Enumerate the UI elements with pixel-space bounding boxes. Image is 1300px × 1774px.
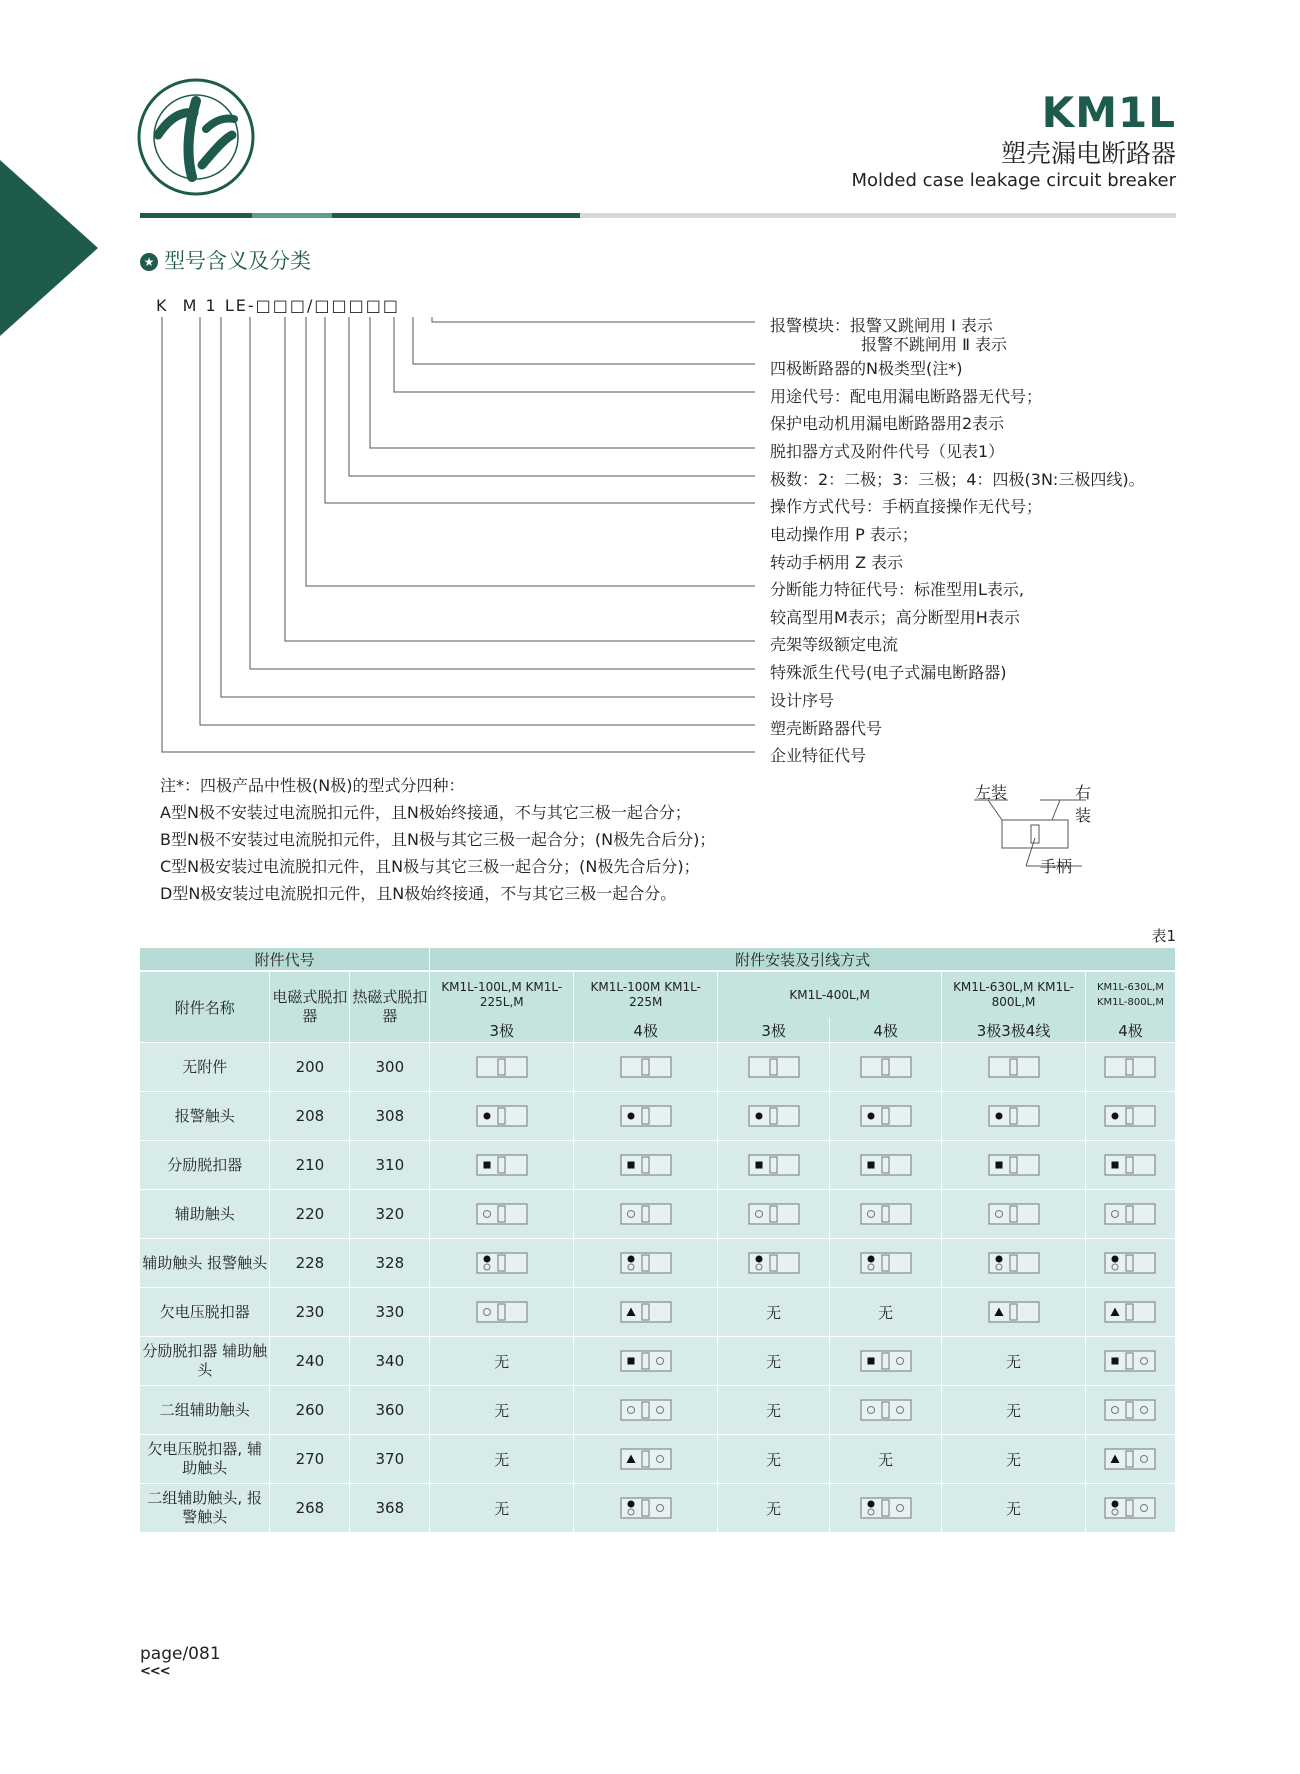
accessory-symbol-icon xyxy=(830,1386,942,1435)
header-model-group-3: KM1L-400L,M xyxy=(718,971,942,1018)
accessory-symbol-icon xyxy=(430,1141,574,1190)
header-pole: 4极 xyxy=(574,1018,718,1043)
thermomagnetic-code: 340 xyxy=(350,1337,430,1386)
electromagnetic-code: 228 xyxy=(270,1239,350,1288)
accessory-symbol-icon xyxy=(718,1239,830,1288)
electromagnetic-code: 220 xyxy=(270,1190,350,1239)
accessory-symbol-icon xyxy=(430,1092,574,1141)
accessory-name: 辅助触头 xyxy=(140,1190,270,1239)
not-available: 无 xyxy=(718,1435,830,1484)
not-available: 无 xyxy=(830,1435,942,1484)
accessory-symbol-icon xyxy=(942,1141,1086,1190)
accessory-symbol-icon xyxy=(574,1043,718,1092)
electromagnetic-code: 268 xyxy=(270,1484,350,1533)
thermomagnetic-code: 328 xyxy=(350,1239,430,1288)
accessory-symbol-icon xyxy=(1085,1288,1175,1337)
not-available: 无 xyxy=(430,1337,574,1386)
table-header-row xyxy=(140,971,1176,1018)
thermomagnetic-code: 300 xyxy=(350,1043,430,1092)
header-model-group-1: KM1L-100L,M KM1L-225L,M xyxy=(430,971,574,1018)
desc-breaking-capacity-2: 较高型用M表示；高分断型用H表示 xyxy=(770,608,1020,627)
header-pole: 3极3极4线 xyxy=(942,1018,1086,1043)
not-available: 无 xyxy=(430,1386,574,1435)
accessory-symbol-icon xyxy=(1085,1484,1175,1533)
header-pole: 4极 xyxy=(1085,1018,1175,1043)
not-available: 无 xyxy=(942,1435,1086,1484)
accessory-table xyxy=(140,948,1176,1532)
product-title-en: Molded case leakage circuit breaker xyxy=(851,170,1176,191)
accessory-symbol-icon xyxy=(830,1239,942,1288)
section-title-text: 型号含义及分类 xyxy=(164,249,311,273)
star-icon: ★ xyxy=(140,253,158,271)
note-line: A型N极不安装过电流脱扣元件，且N极始终接通，不与其它三极一起合分； xyxy=(160,803,691,822)
accessory-symbol-icon xyxy=(830,1141,942,1190)
accessory-symbol-icon xyxy=(574,1484,718,1533)
desc-usage-code: 用途代号：配电用漏电断路器无代号； xyxy=(770,387,1043,406)
accessory-symbol-icon xyxy=(830,1337,942,1386)
table-row xyxy=(140,1386,1176,1435)
not-available: 无 xyxy=(718,1337,830,1386)
table-row xyxy=(140,1141,1176,1190)
accessory-symbol-icon xyxy=(574,1239,718,1288)
accessory-symbol-icon xyxy=(430,1239,574,1288)
desc-operation-mode: 操作方式代号：手柄直接操作无代号； xyxy=(770,497,1043,516)
header-pole: 3极 xyxy=(430,1018,574,1043)
table-row xyxy=(140,1239,1176,1288)
electromagnetic-code: 210 xyxy=(270,1141,350,1190)
electromagnetic-code: 240 xyxy=(270,1337,350,1386)
not-available: 无 xyxy=(430,1435,574,1484)
thermomagnetic-code: 330 xyxy=(350,1288,430,1337)
header-model-group-2: KM1L-100M KM1L-225M xyxy=(574,971,718,1018)
electromagnetic-code: 200 xyxy=(270,1043,350,1092)
table-row xyxy=(140,1190,1176,1239)
desc-operation-mode-2: 电动操作用 P 表示； xyxy=(770,525,918,544)
accessory-symbol-icon xyxy=(574,1190,718,1239)
install-diagram xyxy=(960,772,1100,876)
header-install-method: 附件安装及引线方式 xyxy=(430,948,1176,971)
electromagnetic-code: 208 xyxy=(270,1092,350,1141)
install-right-label: 右装 xyxy=(1075,783,1092,825)
accessory-symbol-icon xyxy=(942,1288,1086,1337)
accessory-symbol-icon xyxy=(942,1190,1086,1239)
not-available: 无 xyxy=(718,1288,830,1337)
not-available: 无 xyxy=(830,1288,942,1337)
page-number: page/081 xyxy=(140,1644,221,1664)
accessory-symbol-icon xyxy=(830,1484,942,1533)
thermomagnetic-code: 320 xyxy=(350,1190,430,1239)
install-left-label: 左装 xyxy=(975,783,1008,802)
table-header-row xyxy=(140,948,1176,971)
product-title-cn: 塑壳漏电断路器 xyxy=(1000,139,1176,168)
desc-release-method: 脱扣器方式及附件代号（见表1） xyxy=(770,442,1005,461)
accessory-symbol-icon xyxy=(1085,1190,1175,1239)
table-caption: 表1 xyxy=(1151,927,1176,945)
accessory-name: 欠电压脱扣器, 辅助触头 xyxy=(140,1435,270,1484)
accessory-symbol-icon xyxy=(574,1337,718,1386)
accessory-symbol-icon xyxy=(430,1190,574,1239)
desc-alarm-module-2: 报警不跳闸用 Ⅱ 表示 xyxy=(861,335,1008,354)
thermomagnetic-code: 310 xyxy=(350,1141,430,1190)
code-leader-lines xyxy=(0,0,1300,800)
accessory-symbol-icon xyxy=(574,1092,718,1141)
desc-enterprise-code: 企业特征代号 xyxy=(770,746,867,765)
header-electromagnetic: 电磁式脱扣器 xyxy=(270,971,350,1043)
accessory-name: 二组辅助触头 xyxy=(140,1386,270,1435)
accessory-name: 无附件 xyxy=(140,1043,270,1092)
accessory-symbol-icon xyxy=(718,1092,830,1141)
install-handle-label: 手柄 xyxy=(1040,857,1073,876)
accessory-name: 辅助触头 报警触头 xyxy=(140,1239,270,1288)
accessory-symbol-icon xyxy=(1085,1043,1175,1092)
header-accessory-name: 附件名称 xyxy=(140,971,270,1043)
header-pole: 4极 xyxy=(830,1018,942,1043)
accessory-symbol-icon xyxy=(942,1092,1086,1141)
table-row xyxy=(140,1092,1176,1141)
accessory-symbol-icon xyxy=(574,1288,718,1337)
desc-breaking-capacity: 分断能力特征代号：标准型用L表示, xyxy=(770,580,1025,599)
desc-n-pole-type: 四极断路器的N极类型(注*) xyxy=(770,359,963,378)
header-model-group-5: KM1L-630L,M KM1L-800L,M xyxy=(1085,971,1175,1018)
desc-special-derivative: 特殊派生代号(电子式漏电断路器) xyxy=(770,663,1007,682)
accessory-symbol-icon xyxy=(1085,1092,1175,1141)
desc-poles: 极数：2：二极；3：三极；4：四极(3N:三极四线)。 xyxy=(770,470,1145,489)
accessory-symbol-icon xyxy=(942,1239,1086,1288)
accessory-symbol-icon xyxy=(1085,1435,1175,1484)
accessory-symbol-icon xyxy=(574,1435,718,1484)
accessory-symbol-icon xyxy=(830,1092,942,1141)
desc-alarm-module: 报警模块：报警又跳闸用 Ⅰ 表示 xyxy=(770,316,993,335)
product-model-title: KM1L xyxy=(1041,88,1176,137)
n-pole-notes xyxy=(160,772,715,907)
not-available: 无 xyxy=(942,1484,1086,1533)
not-available: 无 xyxy=(718,1386,830,1435)
thermomagnetic-code: 308 xyxy=(350,1092,430,1141)
accessory-symbol-icon xyxy=(574,1386,718,1435)
header-pole: 3极 xyxy=(718,1018,830,1043)
desc-operation-mode-3: 转动手柄用 Z 表示 xyxy=(770,553,904,572)
not-available: 无 xyxy=(718,1484,830,1533)
accessory-name: 分励脱扣器 xyxy=(140,1141,270,1190)
note-line: D型N极安装过电流脱扣元件，且N极始终接通，不与其它三极一起合分。 xyxy=(160,884,677,903)
accessory-symbol-icon xyxy=(942,1043,1086,1092)
desc-mccb-code: 塑壳断路器代号 xyxy=(770,719,883,738)
accessory-name: 分励脱扣器 辅助触头 xyxy=(140,1337,270,1386)
accessory-symbol-icon xyxy=(718,1141,830,1190)
accessory-symbol-icon xyxy=(430,1288,574,1337)
table-row xyxy=(140,1435,1176,1484)
accessory-name: 报警触头 xyxy=(140,1092,270,1141)
thermomagnetic-code: 370 xyxy=(350,1435,430,1484)
desc-frame-current: 壳架等级额定电流 xyxy=(770,635,899,654)
desc-usage-code-2: 保护电动机用漏电断路器用2表示 xyxy=(770,414,1005,433)
accessory-symbol-icon xyxy=(830,1043,942,1092)
accessory-name: 欠电压脱扣器 xyxy=(140,1288,270,1337)
header-accessory-code: 附件代号 xyxy=(140,948,430,971)
table-row xyxy=(140,1484,1176,1533)
table-row xyxy=(140,1043,1176,1092)
accessory-symbol-icon xyxy=(1085,1141,1175,1190)
desc-design-serial: 设计序号 xyxy=(770,691,835,710)
page-arrows-icon: <<< xyxy=(140,1664,170,1679)
header-thermomagnetic: 热磁式脱扣器 xyxy=(350,971,430,1043)
note-line: B型N极不安装过电流脱扣元件，且N极与其它三极一起合分；(N极先合后分)； xyxy=(160,830,716,849)
not-available: 无 xyxy=(942,1386,1086,1435)
thermomagnetic-code: 360 xyxy=(350,1386,430,1435)
accessory-symbol-icon xyxy=(1085,1337,1175,1386)
accessory-symbol-icon xyxy=(574,1141,718,1190)
accessory-symbol-icon xyxy=(1085,1386,1175,1435)
electromagnetic-code: 270 xyxy=(270,1435,350,1484)
electromagnetic-code: 260 xyxy=(270,1386,350,1435)
accessory-name: 二组辅助触头, 报警触头 xyxy=(140,1484,270,1533)
accessory-symbol-icon xyxy=(430,1043,574,1092)
header-model-group-4: KM1L-630L,M KM1L-800L,M xyxy=(942,971,1086,1018)
accessory-symbol-icon xyxy=(830,1190,942,1239)
accessory-symbol-icon xyxy=(1085,1239,1175,1288)
not-available: 无 xyxy=(942,1337,1086,1386)
thermomagnetic-code: 368 xyxy=(350,1484,430,1533)
not-available: 无 xyxy=(430,1484,574,1533)
electromagnetic-code: 230 xyxy=(270,1288,350,1337)
accessory-symbol-icon xyxy=(718,1043,830,1092)
table-row xyxy=(140,1288,1176,1337)
accessory-symbol-icon xyxy=(718,1190,830,1239)
table-row xyxy=(140,1337,1176,1386)
note-line: 注*：四极产品中性极(N极)的型式分四种： xyxy=(160,776,465,795)
note-line: C型N极安装过电流脱扣元件，且N极与其它三极一起合分；(N极先合后分)； xyxy=(160,857,700,876)
model-code: K M 1 LE-□□□/□□□□□ xyxy=(156,296,400,315)
